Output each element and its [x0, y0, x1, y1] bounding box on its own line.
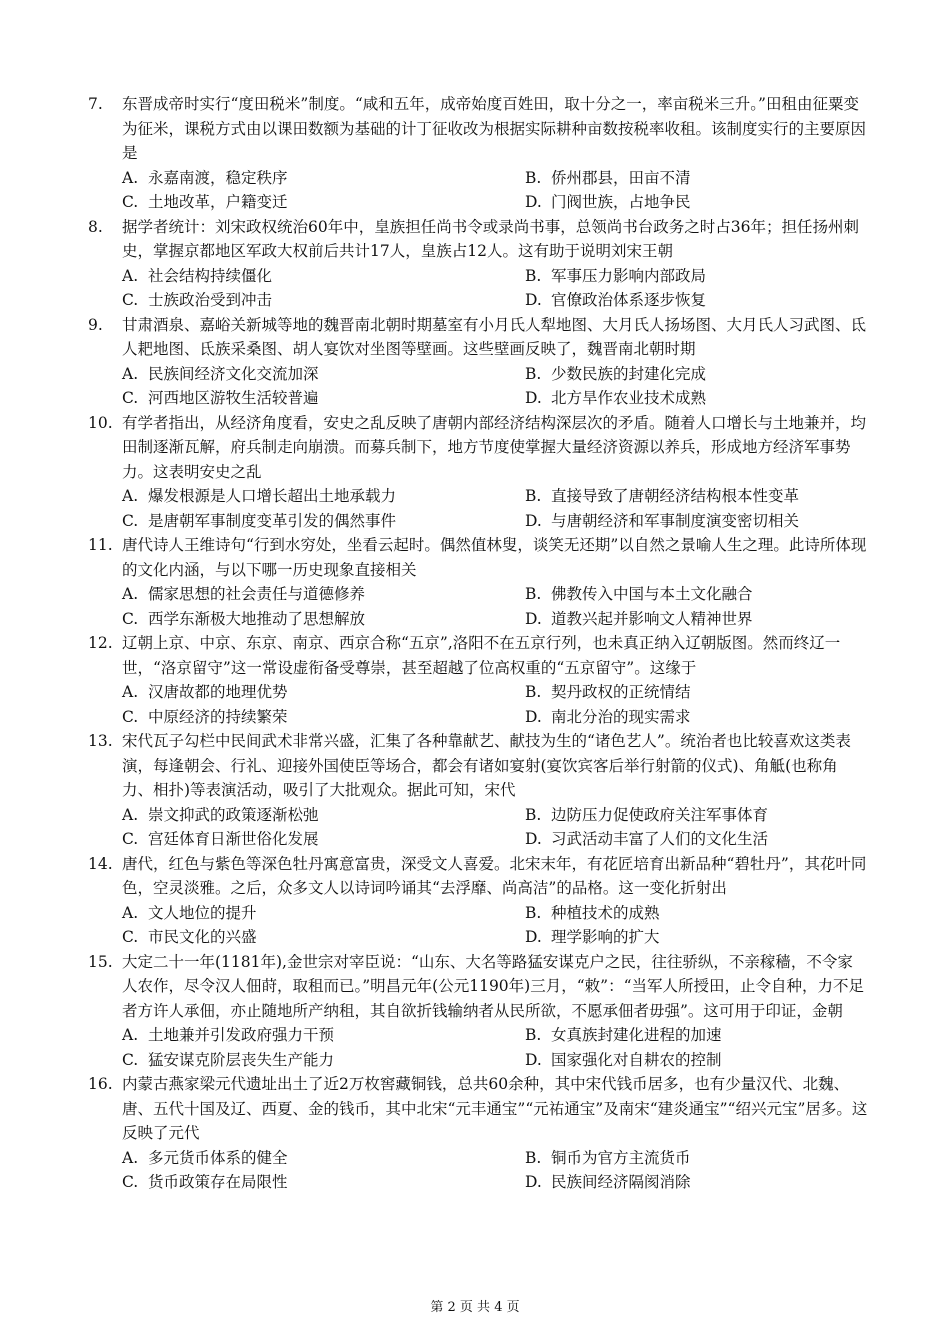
question-stem	[88, 215, 868, 264]
option-text: 多元货币体系的健全	[148, 1148, 288, 1167]
question-number: 13.	[88, 732, 113, 750]
answer-option	[122, 803, 525, 828]
question-stem	[88, 950, 868, 1024]
option-label: B.	[525, 585, 542, 603]
answer-option	[122, 362, 525, 387]
option-list	[88, 166, 868, 215]
option-label: C.	[122, 1173, 139, 1191]
option-label: A.	[122, 168, 139, 187]
option-text: 铜币为官方主流货币	[551, 1148, 691, 1167]
option-label: D.	[525, 389, 542, 407]
option-text: 永嘉南渡，稳定秩序	[148, 168, 288, 187]
question-text: 大定二十一年(1181年),金世宗对宰臣说：“山东、大名等路猛安谋克户之民，往往骄纵，不亲稼穑，不令家人农作，尽令汉人佃莳，取租而已。”明昌元年(公元1190年)三月，“敕”：“当军人所授田，止令自种，力不足者方许人承佃，亦止随地所产纳租，其自欲折钱输纳者从民所欲，不愿承佃者毋强”。这可用于印证，金朝	[122, 952, 864, 1020]
question	[88, 852, 868, 950]
question-number: 7.	[88, 95, 103, 113]
option-label: B.	[525, 364, 542, 383]
answer-option	[122, 166, 525, 191]
option-text: 土地兼并引发政府强力干预	[148, 1026, 335, 1044]
question-text: 唐代，红色与紫色等深色牡丹寓意富贵，深受文人喜爱。北宋末年，有花匠培育出新品种“碧牡丹”，其花叶同色，空灵淡雅。之后，众多文人以诗词吟诵其“去浮靡、尚高洁”的品格。这一变化折射出	[122, 854, 867, 897]
option-label: C.	[122, 511, 139, 530]
answer-option	[122, 288, 525, 313]
option-text: 北方旱作农业技术成熟	[551, 389, 707, 407]
answer-option	[122, 680, 525, 705]
option-label: A.	[122, 487, 139, 505]
question	[88, 533, 868, 631]
option-text: 士族政治受到冲击	[148, 291, 273, 309]
answer-option	[122, 925, 525, 950]
option-text: 军事压力影响内部政局	[551, 266, 707, 285]
answer-option	[122, 901, 525, 926]
answer-option	[525, 1023, 868, 1048]
option-label: C.	[122, 389, 139, 407]
question-stem	[88, 411, 868, 485]
answer-option	[525, 386, 868, 411]
option-text: 是唐朝军事制度变革引发的偶然事件	[148, 511, 397, 530]
answer-option	[122, 484, 525, 509]
option-label: D.	[525, 707, 542, 726]
option-text: 河西地区游牧生活较普遍	[148, 389, 319, 407]
option-list	[88, 582, 868, 631]
answer-option	[122, 827, 525, 852]
question	[88, 1072, 868, 1195]
question	[88, 631, 868, 729]
answer-option	[525, 166, 868, 191]
question-number: 16.	[88, 1075, 113, 1093]
option-text: 直接导致了唐朝经济结构根本性变革	[551, 487, 800, 505]
option-text: 猛安谋克阶层丧失生产能力	[148, 1050, 335, 1069]
answer-option	[122, 1048, 525, 1073]
option-label: C.	[122, 707, 139, 726]
option-text: 宫廷体育日渐世俗化发展	[148, 830, 319, 848]
option-label: B.	[525, 168, 542, 187]
question-number: 12.	[88, 634, 113, 652]
answer-option	[122, 705, 525, 730]
option-text: 官僚政治体系逐步恢复	[551, 291, 707, 309]
option-list	[88, 1146, 868, 1195]
question-text: 内蒙古燕家梁元代遗址出土了近2万枚窖藏铜钱，总共60余种，其中宋代钱币居多，也有少量汉代、北魏、唐、五代十国及辽、西夏、金的钱币，其中北宋“元丰通宝”“元祐通宝”及南宋“建炎通宝”“绍兴元宝”居多。这反映了元代	[122, 1075, 868, 1142]
option-text: 习武活动丰富了人们的文化生活	[551, 830, 769, 848]
option-text: 南北分治的现实需求	[551, 707, 691, 726]
option-label: B.	[525, 1148, 542, 1167]
answer-option	[525, 901, 868, 926]
option-text: 道教兴起并影响文人精神世界	[551, 609, 753, 628]
option-label: A.	[122, 266, 139, 285]
option-text: 爆发根源是人口增长超出土地承载力	[148, 487, 397, 505]
question-number: 10.	[88, 413, 113, 432]
option-text: 文人地位的提升	[148, 903, 257, 922]
question	[88, 729, 868, 852]
option-text: 崇文抑武的政策逐渐松弛	[148, 805, 319, 824]
question-stem	[88, 1072, 868, 1146]
question-number: 8.	[88, 217, 103, 236]
answer-option	[525, 264, 868, 289]
question	[88, 950, 868, 1073]
option-text: 社会结构持续僵化	[148, 266, 273, 285]
option-label: A.	[122, 903, 139, 922]
answer-option	[122, 1170, 525, 1195]
question-number: 14.	[88, 854, 113, 873]
answer-option	[525, 607, 868, 632]
option-label: C.	[122, 928, 139, 946]
option-label: A.	[122, 1148, 139, 1167]
option-label: C.	[122, 830, 139, 848]
option-label: B.	[525, 683, 542, 701]
option-label: D.	[525, 830, 542, 848]
option-label: B.	[525, 805, 542, 824]
option-list	[88, 1023, 868, 1072]
option-list	[88, 362, 868, 411]
option-label: A.	[122, 683, 139, 701]
answer-option	[122, 582, 525, 607]
option-label: C.	[122, 193, 139, 211]
question-stem	[88, 631, 868, 680]
question	[88, 411, 868, 534]
question-text: 唐代诗人王维诗句“行到水穷处，坐看云起时。偶然值林叟，谈笑无还期”以自然之景喻人生之理。此诗所体现的文化内涵，与以下哪一历史现象直接相关	[122, 536, 867, 579]
option-label: C.	[122, 291, 139, 309]
option-text: 西学东渐极大地推动了思想解放	[148, 609, 366, 628]
option-list	[88, 264, 868, 313]
question-stem	[88, 92, 868, 166]
option-label: A.	[122, 585, 139, 603]
answer-option	[525, 484, 868, 509]
option-label: C.	[122, 1050, 139, 1069]
option-label: B.	[525, 266, 542, 285]
option-label: D.	[525, 291, 542, 309]
question-number: 9.	[88, 315, 103, 334]
option-label: A.	[122, 805, 139, 824]
question-text: 甘肃酒泉、嘉峪关新城等地的魏晋南北朝时期墓室有小月氏人犁地图、大月氏人扬场图、大月氏人习武图、氐人耙地图、氐族采桑图、胡人宴饮对坐图等壁画。这些壁画反映了，魏晋南北朝时期	[122, 315, 867, 358]
option-label: B.	[525, 903, 542, 922]
option-label: D.	[525, 1173, 542, 1191]
option-text: 边防压力促使政府关注军事体育	[551, 805, 769, 824]
question-stem	[88, 313, 868, 362]
answer-option	[525, 803, 868, 828]
answer-option	[525, 582, 868, 607]
question-stem	[88, 852, 868, 901]
option-text: 佛教传入中国与本土文化融合	[551, 585, 753, 603]
question-text: 据学者统计：刘宋政权统治60年中，皇族担任尚书令或录尚书事，总领尚书台政务之时占36年；担任扬州刺史，掌握京都地区军政大权前后共计17人，皇族占12人。这有助于说明刘宋王朝	[122, 217, 859, 260]
option-text: 理学影响的扩大	[551, 928, 660, 946]
option-text: 货币政策存在局限性	[148, 1173, 288, 1191]
option-text: 国家强化对自耕农的控制	[551, 1050, 722, 1069]
option-label: D.	[525, 193, 542, 211]
question-text: 宋代瓦子勾栏中民间武术非常兴盛，汇集了各种靠献艺、献技为生的“诸色艺人”。统治者也比较喜欢这类表演，每逢朝会、行礼、迎接外国使臣等场合，都会有诸如宴射(宴饮宾客后举行射箭的仪式)、角觝(也称角力、相扑)等表演活动，吸引了大批观众。据此可知，宋代	[122, 732, 851, 799]
question	[88, 313, 868, 411]
answer-option	[122, 607, 525, 632]
option-text: 少数民族的封建化完成	[551, 364, 707, 383]
answer-option	[525, 705, 868, 730]
answer-option	[122, 1023, 525, 1048]
option-text: 契丹政权的正统情结	[551, 683, 691, 701]
question-text: 东晋成帝时实行“度田税米”制度。“咸和五年，成帝始度百姓田，取十分之一，率亩税米三升。”田租由征粟变为征米，课税方式由以课田数额为基础的计丁征收改为根据实际耕种亩数按税率收租。该制度实行的主要原因是	[122, 95, 867, 162]
option-label: B.	[525, 487, 542, 505]
question-text: 辽朝上京、中京、东京、南京、西京合称“五京”,洛阳不在五京行列，也未真正纳入辽朝版图。然而终辽一世，“洛京留守”这一常设虚衔备受尊崇，甚至超越了位高权重的“五京留守”。这缘于	[122, 634, 841, 677]
question-text: 有学者指出，从经济角度看，安史之乱反映了唐朝内部经济结构深层次的矛盾。随着人口增长与土地兼并，均田制逐渐瓦解，府兵制走向崩溃。而募兵制下，地方节度使掌握大量经济资源以养兵，形成地方经济军事势力。这表明安史之乱	[122, 413, 867, 481]
answer-option	[525, 190, 868, 215]
page-footer: 第 2 页 共 4 页	[430, 1300, 520, 1315]
question-list	[88, 92, 868, 1195]
question-number: 15.	[88, 952, 113, 971]
option-text: 种植技术的成熟	[551, 903, 660, 922]
question	[88, 92, 868, 215]
option-text: 儒家思想的社会责任与道德修养	[148, 585, 366, 603]
question-stem	[88, 729, 868, 803]
option-label: D.	[525, 1050, 542, 1069]
option-text: 民族间经济隔阂消除	[551, 1173, 691, 1191]
option-text: 土地改革，户籍变迁	[148, 193, 288, 211]
exam-page	[88, 92, 868, 1195]
option-text: 女真族封建化进程的加速	[551, 1026, 722, 1044]
option-list	[88, 680, 868, 729]
answer-option	[525, 362, 868, 387]
option-label: D.	[525, 609, 542, 628]
option-label: A.	[122, 364, 139, 383]
question-number: 11.	[88, 536, 113, 554]
answer-option	[122, 264, 525, 289]
option-label: C.	[122, 609, 139, 628]
option-label: B.	[525, 1026, 542, 1044]
option-label: D.	[525, 928, 542, 946]
option-list	[88, 803, 868, 852]
answer-option	[525, 509, 868, 534]
answer-option	[525, 1170, 868, 1195]
option-text: 门阀世族，占地争民	[551, 193, 691, 211]
option-label: D.	[525, 511, 542, 530]
answer-option	[122, 386, 525, 411]
answer-option	[122, 509, 525, 534]
option-list	[88, 484, 868, 533]
option-text: 民族间经济文化交流加深	[148, 364, 319, 383]
answer-option	[122, 1146, 525, 1171]
option-list	[88, 901, 868, 950]
option-label: A.	[122, 1026, 139, 1044]
answer-option	[525, 1048, 868, 1073]
answer-option	[122, 190, 525, 215]
option-text: 市民文化的兴盛	[148, 928, 257, 946]
question-stem	[88, 533, 868, 582]
question	[88, 215, 868, 313]
option-text: 汉唐故都的地理优势	[148, 683, 288, 701]
answer-option	[525, 680, 868, 705]
answer-option	[525, 827, 868, 852]
answer-option	[525, 925, 868, 950]
option-text: 中原经济的持续繁荣	[148, 707, 288, 726]
answer-option	[525, 288, 868, 313]
answer-option	[525, 1146, 868, 1171]
option-text: 侨州郡县，田亩不清	[551, 168, 691, 187]
option-text: 与唐朝经济和军事制度演变密切相关	[551, 511, 800, 530]
